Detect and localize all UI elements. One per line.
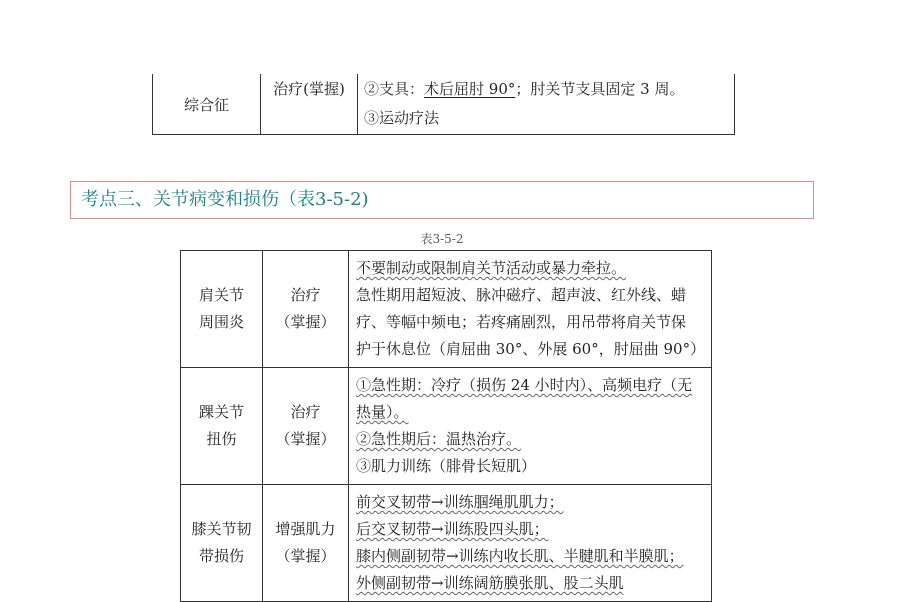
condition-label: 周围炎 (198, 313, 244, 331)
content-cell (358, 74, 735, 135)
condition-label: 膝关节韧 (191, 520, 252, 538)
type-label: （掌握） (275, 430, 336, 448)
joint-injury-table (180, 250, 712, 602)
condition-label: 综合征 (183, 95, 229, 114)
content-line: 疗、等幅中频电；若疼痛剧烈，用吊带将肩关节保 (356, 313, 687, 331)
type-label: 治疗 (290, 403, 321, 421)
type-cell (263, 251, 349, 368)
type-cell (263, 485, 349, 602)
condition-label: 踝关节 (198, 403, 244, 421)
condition-cell (181, 485, 263, 602)
condition-cell (153, 74, 261, 135)
content-line: 急性期用超短波、脉冲磁疗、超声波、红外线、蜡 (356, 286, 687, 304)
content-line: 护于休息位（肩屈曲 30°、外展 60°，肘屈曲 90°） (356, 340, 706, 358)
type-label: 增强肌力 (275, 520, 336, 538)
type-label: （掌握） (275, 313, 336, 331)
content-cell (349, 485, 712, 602)
type-label: 治疗(掌握) (273, 80, 345, 98)
type-label: 治疗 (290, 286, 321, 304)
condition-label: 肩关节 (198, 286, 244, 304)
condition-label: 扭伤 (206, 430, 237, 448)
content-cell (349, 251, 712, 368)
type-cell (263, 368, 349, 485)
type-label: （掌握） (275, 547, 336, 565)
previous-table-fragment (152, 74, 735, 135)
type-cell (261, 74, 358, 135)
table-row (181, 368, 712, 485)
underlined-text: 术后屈肘 90° (424, 80, 516, 98)
content-cell (349, 368, 712, 485)
content-line: 前交叉韧带→训练腘绳肌肌力； (356, 493, 564, 511)
content-line: ①急性期：冷疗（损伤 24 小时内）、高频电疗（无 (356, 376, 693, 394)
content-line: ②急性期后：温热治疗。 (356, 430, 522, 448)
content-line: 不要制动或限制肩关节活动或暴力牵拉。 (356, 259, 627, 277)
condition-cell (181, 251, 263, 368)
condition-cell (181, 368, 263, 485)
section-heading: 考点三、关节病变和损伤（表3-5-2) (70, 181, 814, 219)
content-line: 后交叉韧带→训练股四头肌； (356, 520, 549, 538)
table-row (181, 251, 712, 368)
content-line: 外侧副韧带→训练阔筋膜张肌、股二头肌 (356, 574, 624, 592)
condition-label: 带损伤 (198, 547, 244, 565)
content-line: ②支具：术后屈肘 90°；肘关节支具固定 3 周。 (364, 80, 685, 98)
content-line: ③运动疗法 (364, 109, 440, 127)
content-line: 热量）。 (356, 403, 409, 421)
content-line: ③肌力训练（腓骨长短肌） (356, 457, 537, 475)
content-line: 膝内侧副韧带→训练内收长肌、半腱肌和半膜肌； (356, 547, 684, 565)
table-caption: 表3-5-2 (420, 232, 464, 246)
table-row (181, 485, 712, 602)
